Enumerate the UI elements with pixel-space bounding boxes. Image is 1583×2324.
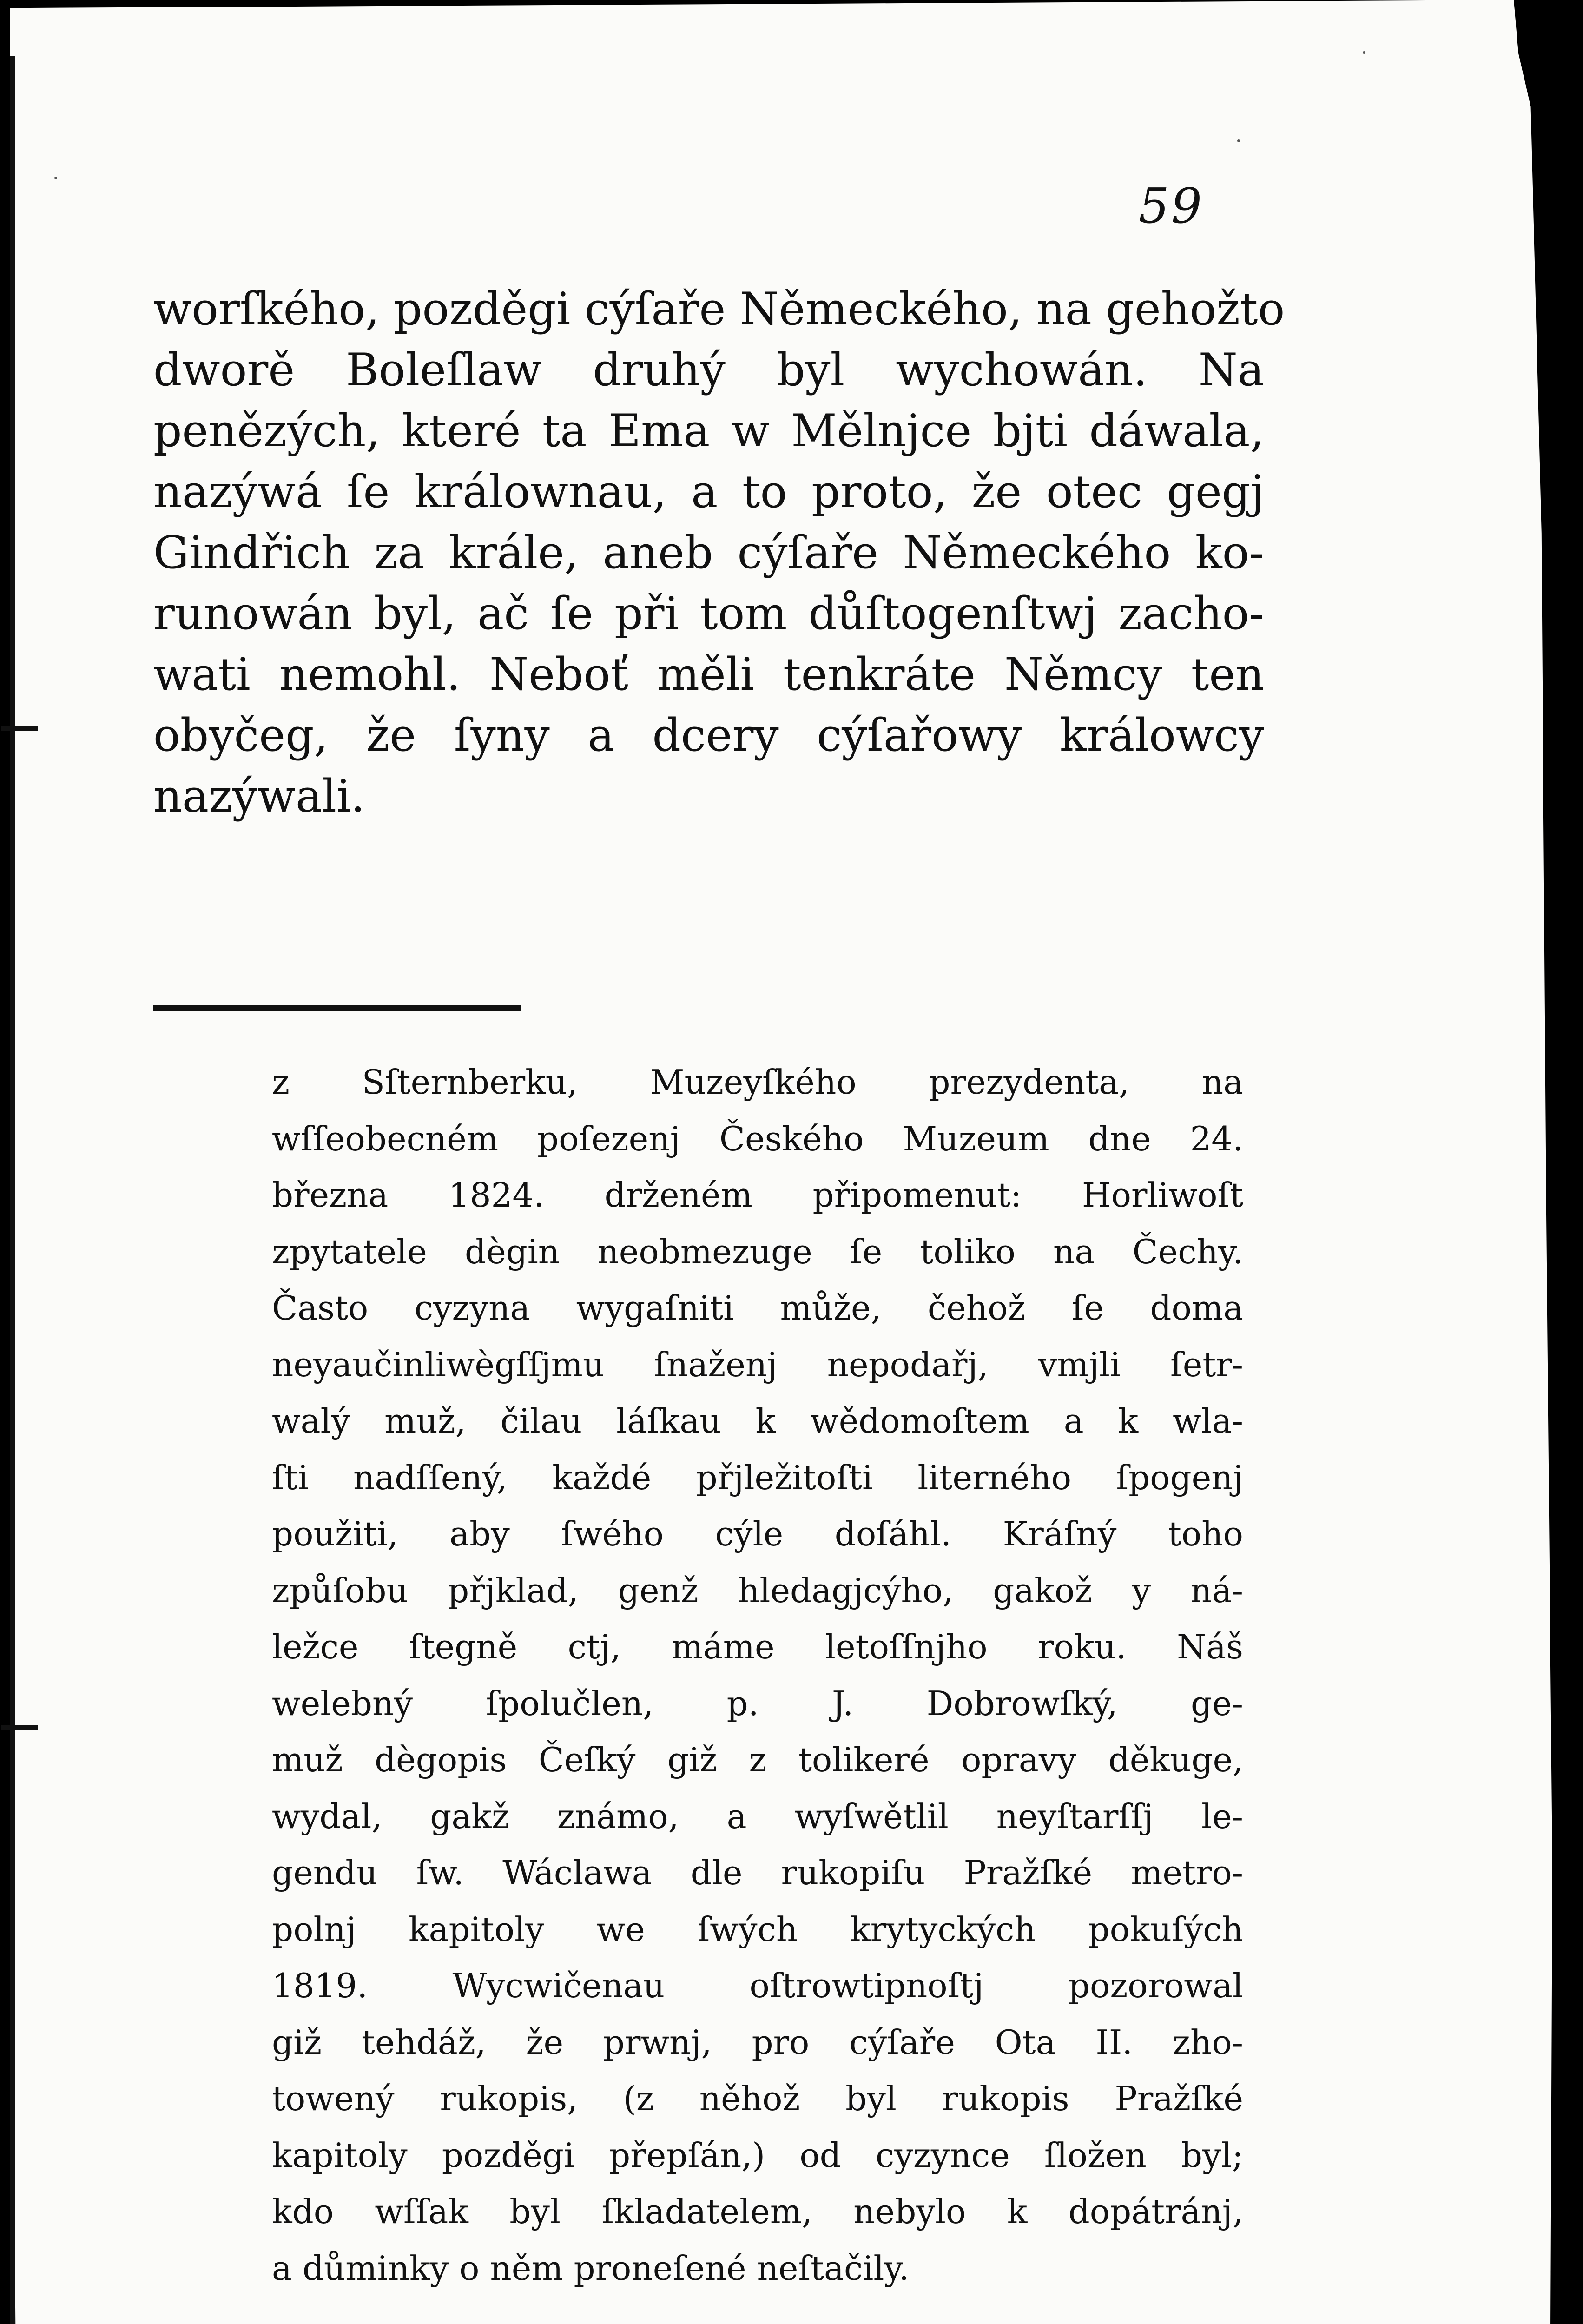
footnote-block — [272, 1054, 1243, 2297]
footnote-line: kapitoly pozděgi přepſán,) od cyzynce ſložen byl; — [272, 2135, 1243, 2175]
paper-speck — [1363, 51, 1365, 54]
main-text-line: worſkého, pozděgi cýſaře Německého, na gehožto — [153, 283, 1285, 335]
footnote-line: muž dègopis Čeſký giž z tolikeré opravy děkuge, — [272, 1740, 1243, 1779]
footnote-line: ležce ſtegně ctj, máme letoſſnjho roku. Náš — [272, 1627, 1243, 1666]
footnote-line: polnj kapitoly we ſwých krytyckých pokuſých — [272, 1909, 1243, 1949]
paper-speck — [54, 177, 57, 179]
footnote-line: wydal, gakž známo, a wyſwětlil neyſtarſſj le- — [272, 1796, 1243, 1836]
main-text-line: nazýwali. — [153, 770, 365, 822]
binding-edge — [10, 56, 15, 2324]
footnote-line: způſobu přjklad, genž hledagjcýho, gakož y ná- — [272, 1571, 1243, 1610]
main-text-block — [153, 279, 1285, 827]
footnote-line: wſſeobecném poſezenj Českého Muzeum dne 24. — [272, 1119, 1243, 1158]
footnote-separator — [153, 1005, 521, 1011]
footnote-line: giž tehdáž, že prwnj, pro cýſaře Ota II. zho- — [272, 2022, 1243, 2062]
page-number: 59 — [1138, 178, 1204, 234]
footnote-line: ſti nadſſený, každé přjležitoſti literného ſpogenj — [272, 1458, 1243, 1497]
footnote-line: walý muž, čilau láſkau k wědomoſtem a k wla- — [272, 1401, 1243, 1440]
footnote-line: 1819. Wycwičenau oſtrowtipnoſtj pozorowal — [272, 1966, 1243, 2005]
footnote-line: towený rukopis, (z něhož byl rukopis Pražſké — [272, 2079, 1243, 2118]
footnote-line: kdo wſſak byl ſkladatelem, nebylo k dopátránj, — [272, 2192, 1243, 2231]
footnote-line: Často cyzyna wygaſniti může, čehož ſe doma — [272, 1288, 1243, 1327]
footnote-line: použiti, aby ſwého cýle doſáhl. Kráſný toho — [272, 1514, 1243, 1553]
footnote-line: března 1824. drženém připomenut: Horliwoſt — [272, 1175, 1243, 1215]
footnote-line: neyaučinliwègſſjmu ſnaženj nepodařj, vmjli ſetr- — [272, 1345, 1243, 1384]
main-text-line: Gindřich za krále, aneb cýſaře Německého ko- — [153, 527, 1264, 579]
main-text-line: penězých, které ta Ema w Mělnjce bjti dáwala, — [153, 405, 1264, 457]
footnote-line: z Sſternberku, Muzeyſkého prezydenta, na — [272, 1063, 1243, 1102]
footnote-line: welebný ſpolučlen, p. J. Dobrowſký, ge- — [272, 1684, 1243, 1723]
binding-mark — [1, 1725, 38, 1730]
main-text-line: obyčeg, že ſyny a dcery cýſařowy králowcy — [153, 709, 1264, 761]
footnote-line: a důminky o něm proneſené neſtačily. — [272, 2248, 910, 2288]
footnote-line: zpytatele dègin neobmezuge ſe toliko na Čechy. — [272, 1232, 1243, 1271]
binding-mark — [1, 726, 38, 731]
main-text-line: dworě Boleſlaw druhý byl wychowán. Na — [153, 344, 1264, 396]
main-text-line: runowán byl, ač ſe při tom důſtogenſtwj zacho- — [153, 588, 1264, 640]
footnote-line: gendu ſw. Wáclawa dle rukopiſu Pražſké metro- — [272, 1853, 1243, 1892]
paper-speck — [1237, 139, 1240, 142]
main-text-line: wati nemohl. Neboť měli tenkráte Němcy ten — [153, 648, 1264, 700]
main-text-line: nazýwá ſe králownau, a to proto, že otec gegj — [153, 466, 1264, 518]
